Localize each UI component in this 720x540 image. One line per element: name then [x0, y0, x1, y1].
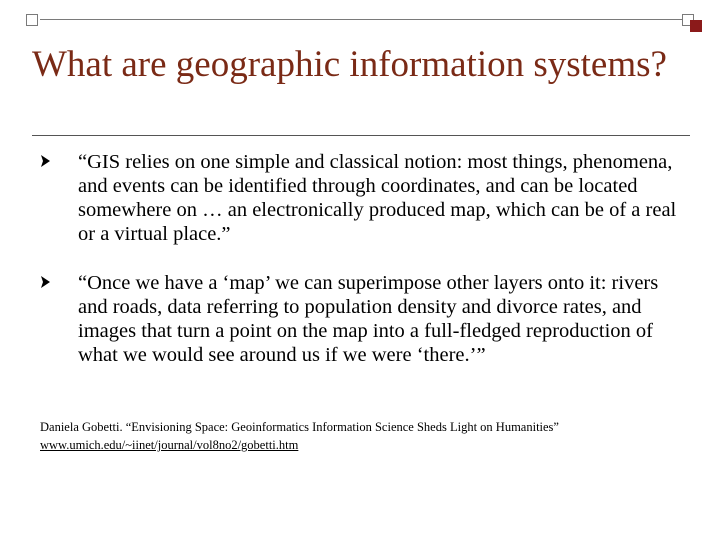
citation-link[interactable]: www.umich.edu/~iinet/journal/vol8no2/gobetti.htm: [40, 438, 299, 452]
slide-title: What are geographic information systems?: [32, 44, 667, 85]
bullet-item-1: [40, 150, 690, 246]
citation: [40, 418, 700, 454]
arrow-bullet-icon: [40, 276, 50, 288]
corner-square-right-filled-icon: [690, 20, 702, 32]
bullet-text-2: “Once we have a ‘map’ we can superimpose other layers onto it: rivers and roads, data referring to population density and divorce rates, and images that turn a point on the map into a full-fledged reproduction of what we would see around us if we were ‘there.’”: [78, 272, 659, 366]
citation-text: Daniela Gobetti. “Envisioning Space: Geoinformatics Information Science Sheds Light on Humanities”: [40, 420, 559, 434]
header-divider-line: [40, 19, 682, 20]
corner-square-left-icon: [26, 14, 38, 26]
bullet-item-2: [40, 271, 690, 367]
bullet-text-1: “GIS relies on one simple and classical notion: most things, phenomena, and events can be identified through coordinates, and can be located somewhere on … an electronically produced map, which can be of a real or a virtual place.”: [78, 151, 677, 245]
arrow-bullet-icon: [40, 155, 50, 167]
title-underline: [32, 135, 690, 136]
